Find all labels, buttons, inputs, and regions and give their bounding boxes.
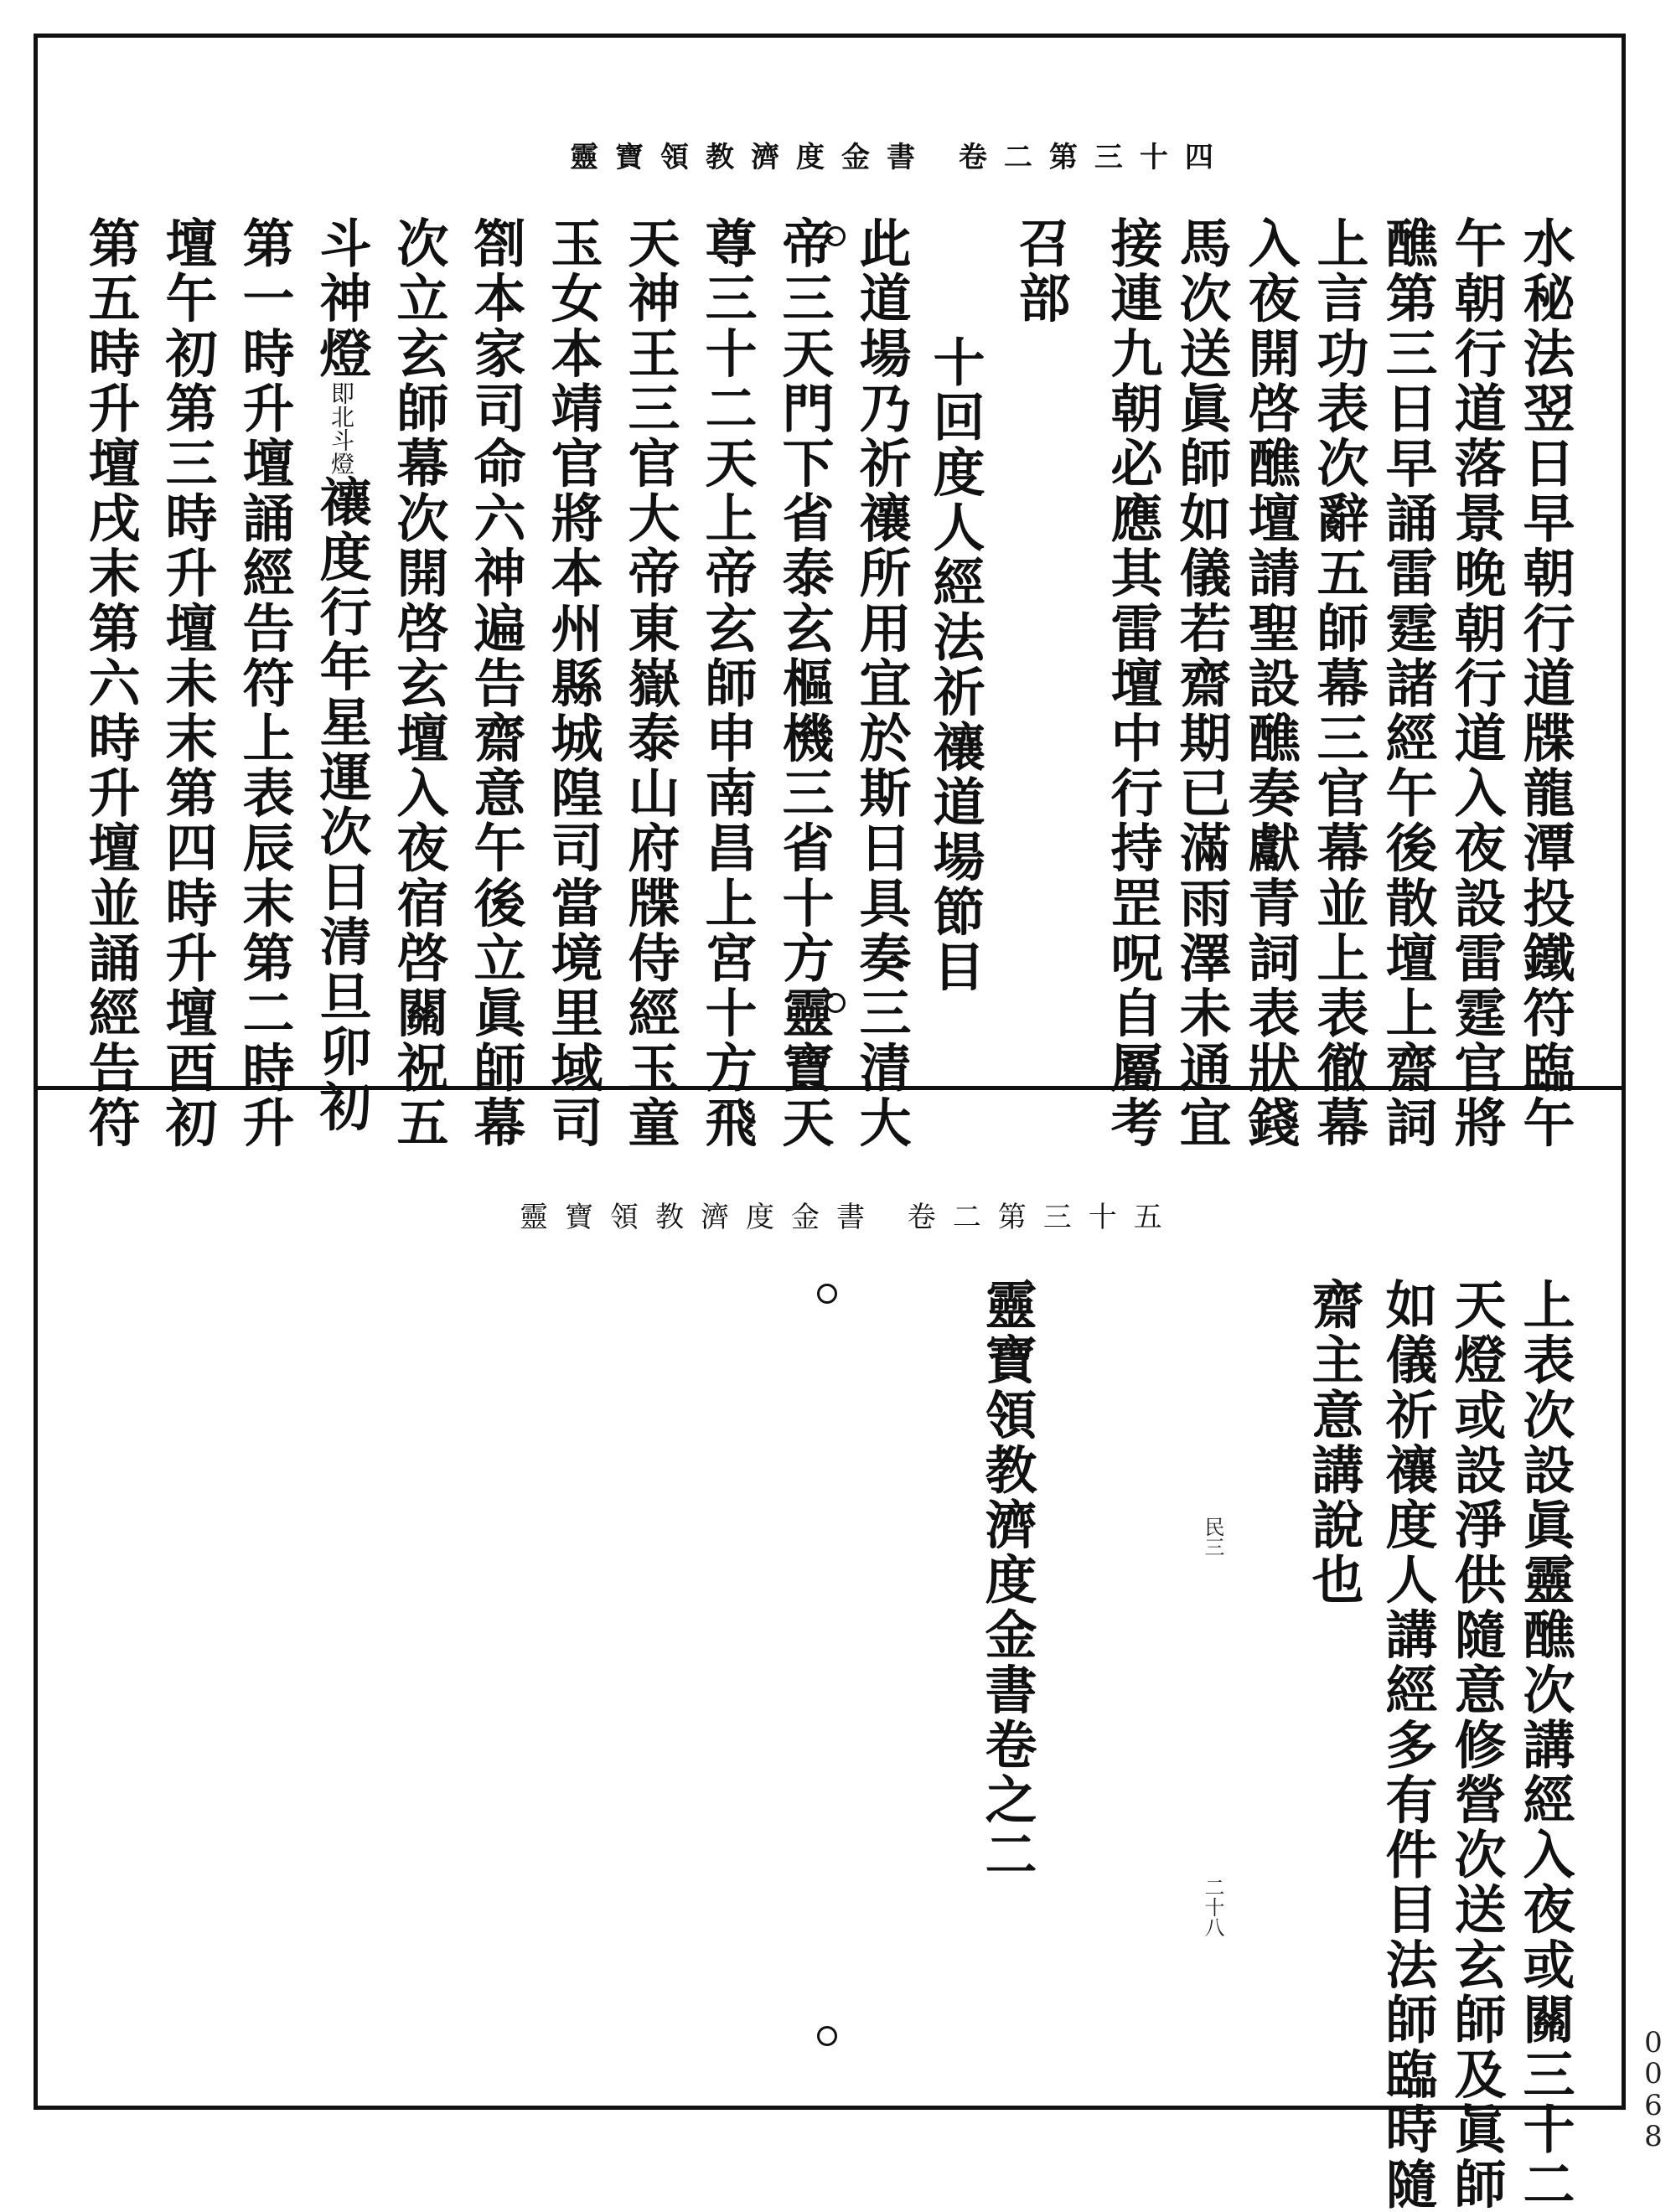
top-column-6: 馬次送眞師如儀若齋期已滿雨澤未通宜: [1171, 216, 1232, 1151]
inline-note: 即北斗燈: [328, 380, 355, 475]
top-column-heading: 十回度人經法祈禳道場節目: [924, 335, 985, 995]
top-column-1: 水秘法翌日早朝行道牒龍潭投鐵符臨午: [1514, 216, 1575, 1151]
top-column-17-end: 禳度行年星運次日清旦卯初: [311, 474, 372, 1135]
top-column-2: 午朝行道落景晚朝行道入夜設雷霆官將: [1446, 216, 1507, 1151]
top-column-8: 召部: [1010, 216, 1071, 327]
column-marker-circle: [817, 2026, 837, 2046]
bottom-column-2: 天燈或設淨供隨意修營次送玄師及眞師: [1446, 1278, 1507, 2212]
column-marker-circle: [825, 226, 846, 246]
top-column-11: 帝三天門下省泰玄樞機三省十方靈寶天: [773, 216, 835, 1151]
top-column-19: 壇午初第三時升壇未末第四時升壇酉初: [157, 216, 218, 1151]
bottom-column-3: 如儀祈禳度人講經多有件目法師臨時隨: [1377, 1278, 1438, 2212]
bottom-column-4: 齋主意講說也: [1303, 1278, 1364, 1608]
top-column-13: 天神王三官大帝東嶽泰山府牒侍經玉童: [619, 216, 680, 1151]
top-column-10: 此道場乃祈禳所用宜於斯日具奏三清大: [851, 216, 912, 1151]
top-column-20: 第五時升壇戌末第六時升壇並誦經告符: [80, 216, 141, 1151]
column-marker-circle: [817, 1284, 837, 1304]
top-column-3: 醮第三日早誦雷霆諸經午後散壇上齋詞: [1377, 216, 1438, 1151]
margin-note-upper: 民三: [1201, 1517, 1224, 1557]
top-page-header: 靈寶領教濟度金書 卷二第三十四: [570, 141, 1230, 174]
top-column-18: 第一時升壇誦經告符上表辰末第二時升: [234, 216, 295, 1151]
top-column-7: 接連九朝必應其雷壇中行持罡呪自屬考: [1102, 216, 1163, 1151]
top-column-4: 上言功表次辭五師幕三官幕並上表徹幕: [1308, 216, 1369, 1151]
top-column-17-start: 斗神燈: [311, 216, 372, 381]
margin-note-lower: 二十八: [1201, 1877, 1224, 1937]
top-column-16: 次立玄師幕次開啓玄壇入夜宿啓關祝五: [388, 216, 449, 1151]
column-marker-circle: [825, 993, 846, 1013]
top-column-14: 玉女本靖官將本州縣城隍司當境里域司: [542, 216, 603, 1151]
top-column-17: [311, 216, 372, 1135]
top-column-5: 入夜開啓醮壇請聖設醮奏獻青詞表狀錢: [1239, 216, 1301, 1151]
bottom-page-header: 靈寶領教濟度金書 卷二第三十五: [520, 1201, 1179, 1234]
top-column-12: 尊三十二天上帝玄師申南昌上宮十方飛: [696, 216, 758, 1151]
top-column-15: 劄本家司命六神遍告齋意午後立眞師幕: [465, 216, 526, 1151]
page-number: 0068: [1644, 2026, 1663, 2154]
bottom-column-1: 上表次設眞靈醮次講經入夜或關三十二: [1514, 1278, 1575, 2212]
volume-end-title: 靈寶領教濟度金書卷之二: [976, 1278, 1037, 1883]
